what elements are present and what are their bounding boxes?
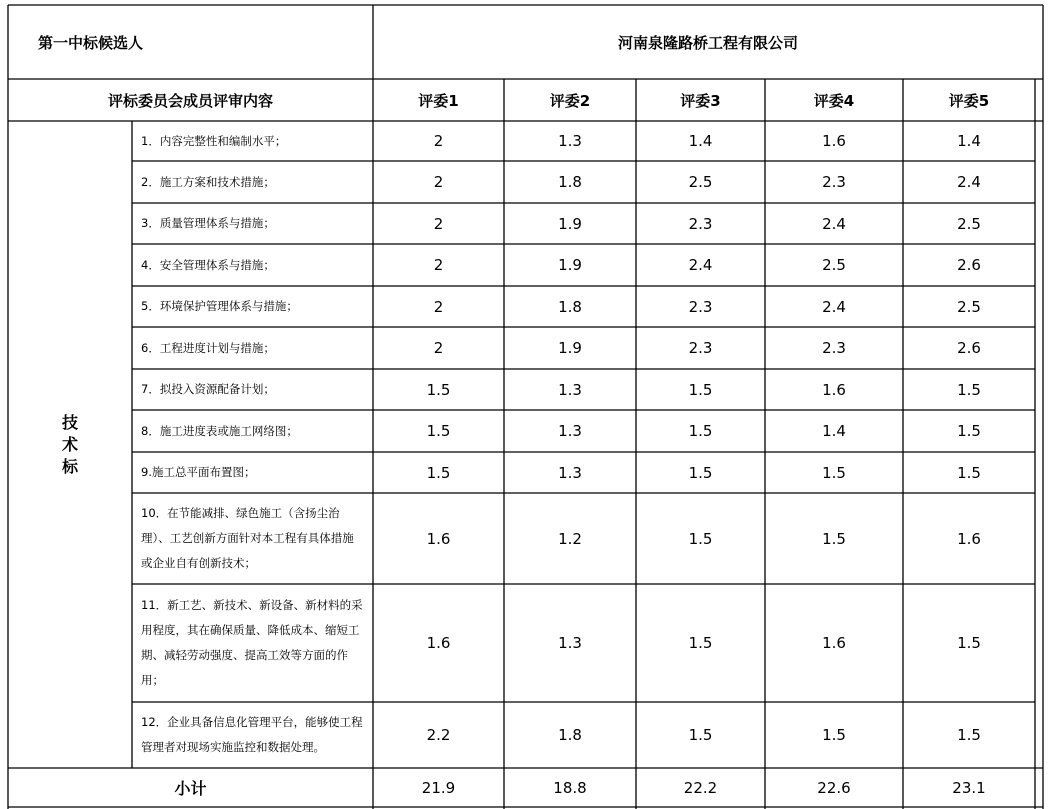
subtotal-judge-5: 23.1 <box>952 778 986 797</box>
score-cell-judge-3: 2.3 <box>688 297 713 316</box>
criterion-cell: 6．工程进度计划与措施； <box>141 340 275 355</box>
criterion-cell: 8．施工进度表或施工网络图； <box>141 423 298 438</box>
score-cell-judge-5: 1.6 <box>957 529 981 548</box>
score-cell-judge-2: 1.2 <box>558 529 582 548</box>
score-cell-judge-1: 1.5 <box>426 463 451 482</box>
criterion-cell: 9.施工总平面布置图； <box>141 465 256 479</box>
score-cell-judge-5: 1.4 <box>957 132 981 150</box>
score-cell-judge-3: 2.3 <box>688 214 713 233</box>
score-cell-judge-4: 1.5 <box>822 463 846 482</box>
score-cell-judge-3: 1.5 <box>688 726 713 744</box>
score-cell-judge-5: 2.6 <box>957 256 981 274</box>
score-cell-judge-3: 1.5 <box>688 463 713 482</box>
score-cell-judge-2: 1.8 <box>558 173 582 191</box>
score-cell-judge-5: 1.5 <box>957 634 981 652</box>
score-cell-judge-4: 1.4 <box>822 422 846 440</box>
score-cell-judge-3: 1.5 <box>688 529 713 548</box>
score-cell-judge-2: 1.8 <box>558 297 582 316</box>
score-cell-judge-4: 1.6 <box>822 634 846 652</box>
score-cell-judge-5: 1.5 <box>957 422 981 440</box>
score-cell-judge-2: 1.3 <box>558 634 582 652</box>
score-cell-judge-3: 1.5 <box>688 634 713 652</box>
score-cell-judge-2: 1.3 <box>558 422 582 440</box>
score-cell-judge-4: 1.5 <box>822 529 846 548</box>
score-cell-judge-1: 1.6 <box>426 634 451 652</box>
criterion-cell: 12．企业具备信息化管理平台，能够使工程管理者对现场实施监控和数据处理。 <box>141 715 363 754</box>
score-cell-judge-4: 1.5 <box>822 726 846 744</box>
judge-header-3: 评委3 <box>680 91 721 110</box>
score-cell-judge-3: 2.4 <box>688 256 713 274</box>
score-cell-judge-4: 1.6 <box>822 380 846 399</box>
score-cell-judge-4: 2.3 <box>822 339 846 357</box>
judge-header-5: 评委5 <box>948 91 990 110</box>
score-cell-judge-2: 1.3 <box>558 132 582 150</box>
score-cell-judge-5: 2.5 <box>957 214 981 233</box>
score-cell-judge-2: 1.8 <box>558 726 582 744</box>
score-cell-judge-3: 1.5 <box>688 422 713 440</box>
score-cell-judge-4: 2.4 <box>822 214 846 233</box>
judge-header-4: 评委4 <box>813 91 855 110</box>
content-header: 评标委员会成员评审内容 <box>107 91 273 110</box>
category-cell <box>8 121 132 768</box>
company-name: 河南泉隆路桥工程有限公司 <box>617 33 798 52</box>
score-cell-judge-1: 1.5 <box>426 422 451 440</box>
score-cell-judge-5: 2.4 <box>957 173 981 191</box>
score-cell-judge-5: 2.6 <box>957 339 981 357</box>
criterion-cell: 1．内容完整性和编制水平； <box>141 133 287 148</box>
candidate-label: 第一中标候选人 <box>38 33 144 52</box>
score-cell-judge-5: 1.5 <box>957 726 981 744</box>
score-cell-judge-3: 2.3 <box>688 339 713 357</box>
score-cell-judge-5: 2.5 <box>957 297 981 316</box>
criterion-cell: 7．拟投入资源配备计划； <box>141 382 275 396</box>
score-cell-judge-2: 1.3 <box>558 463 582 482</box>
score-cell-judge-3: 2.5 <box>688 173 713 191</box>
score-cell-judge-2: 1.9 <box>558 256 582 274</box>
score-cell-judge-5: 1.5 <box>957 380 981 399</box>
score-cell-judge-1: 2 <box>433 214 444 233</box>
subtotal-judge-1: 21.9 <box>421 778 456 797</box>
criterion-cell: 3．质量管理体系与措施； <box>141 216 275 230</box>
judge-header-1: 评委1 <box>418 91 459 110</box>
score-cell-judge-4: 2.5 <box>822 256 846 274</box>
category-label: 技术标 <box>61 412 78 476</box>
score-cell-judge-1: 1.5 <box>426 380 451 399</box>
subtotal-label: 小计 <box>174 779 207 798</box>
score-cell-judge-4: 2.3 <box>822 173 846 191</box>
criterion-cell: 5．环境保护管理体系与措施； <box>141 299 298 313</box>
subtotal-judge-2: 18.8 <box>553 778 587 797</box>
score-cell-judge-3: 1.5 <box>688 380 713 399</box>
score-cell-judge-1: 2 <box>433 297 444 316</box>
score-cell-judge-5: 1.5 <box>957 463 981 482</box>
subtotal-judge-3: 22.2 <box>683 778 718 797</box>
score-cell-judge-2: 1.3 <box>558 380 582 399</box>
score-cell-judge-1: 1.6 <box>426 529 451 548</box>
criterion-cell: 4．安全管理体系与措施； <box>141 257 275 272</box>
score-cell-judge-1: 2 <box>433 132 444 150</box>
score-cell-judge-1: 2 <box>433 173 444 191</box>
score-cell-judge-2: 1.9 <box>558 339 582 357</box>
judge-header-2: 评委2 <box>549 91 591 110</box>
score-cell-judge-1: 2.2 <box>426 726 451 744</box>
score-cell-judge-1: 2 <box>433 256 444 274</box>
criterion-cell: 10．在节能减排、绿色施工（含扬尘治理）、工艺创新方面针对本工程有具体措施或企业自有创新技术； <box>141 506 354 570</box>
score-cell-judge-1: 2 <box>433 339 444 357</box>
criterion-cell: 11．新工艺、新技术、新设备、新材料的采用程度，其在确保质量、降低成本、缩短工期、减轻劳动强度、提高工效等方面的作用； <box>141 598 363 687</box>
score-cell-judge-3: 1.4 <box>688 132 713 150</box>
score-cell-judge-4: 2.4 <box>822 297 846 316</box>
score-cell-judge-2: 1.9 <box>558 214 582 233</box>
score-cell-judge-4: 1.6 <box>822 132 846 150</box>
subtotal-judge-4: 22.6 <box>817 778 851 797</box>
criterion-cell: 2．施工方案和技术措施； <box>141 174 275 189</box>
